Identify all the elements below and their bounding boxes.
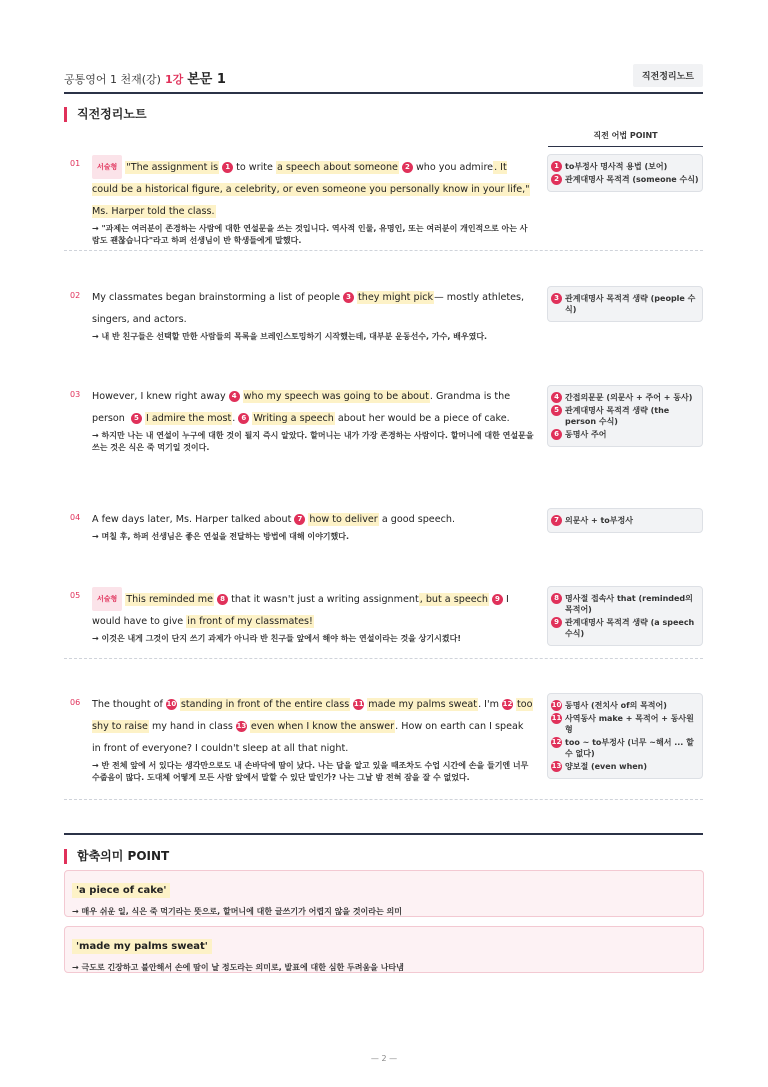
- sentence-item-04: [64, 509, 534, 543]
- sentence-segment: even when I know the answer: [250, 721, 395, 732]
- implication-card-2: [64, 926, 704, 973]
- point-marker-2: 2: [402, 162, 413, 173]
- sentence-segment: — mostly athletes, singers, and actors.: [92, 292, 525, 325]
- grammar-point: 13 양보절 (even when): [551, 762, 648, 771]
- sentence-segment: I would have to give: [92, 594, 509, 627]
- point-marker-7: 7: [551, 515, 562, 526]
- sentence-number: 06: [70, 698, 81, 707]
- sentence-segment: who you admire: [415, 162, 494, 173]
- sentence-english: [92, 587, 534, 633]
- sentence-number: 03: [70, 390, 81, 399]
- sentence-segment: Writing a speech: [253, 413, 334, 424]
- grammar-point: 12 too ~ to부정사 (너무 ~해서 ... 할 수 없다): [551, 738, 694, 758]
- sentence-segment: . Grandma is the person: [92, 391, 511, 424]
- point-marker-1: 1: [551, 161, 562, 172]
- lesson-label: 1강: [164, 73, 184, 86]
- sentence-number: 04: [70, 513, 81, 522]
- point-marker-9: 9: [551, 617, 562, 628]
- sentence-segment: made my palms sweat: [368, 699, 478, 710]
- sentence-item-03: [64, 386, 534, 454]
- grammar-point-box-02: [547, 286, 703, 322]
- implication-phrase: 'made my palms sweat': [72, 939, 212, 954]
- sentence-segment: This reminded me: [126, 594, 214, 605]
- sentence-english: [92, 155, 534, 223]
- divider: [64, 799, 703, 800]
- sentence-segment: I admire the most: [145, 413, 232, 424]
- sentence-item-02: [64, 287, 534, 343]
- page-header: [64, 64, 703, 94]
- point-marker-11: 11: [353, 700, 364, 708]
- sentence-segment: The thought of: [92, 699, 163, 710]
- sentence-number: 05: [70, 591, 81, 600]
- point-marker-6: 6: [551, 429, 562, 440]
- sentence-segment: . I'm: [478, 699, 499, 710]
- implication-phrase: 'a piece of cake': [72, 883, 170, 898]
- grammar-point: 2 관계대명사 목적격 (someone 수식): [551, 174, 699, 185]
- sentence-segment: to write: [236, 162, 273, 173]
- point-marker-3: 3: [551, 293, 562, 304]
- implication-title: 함축의미 POINT: [64, 849, 169, 864]
- point-marker-10: 10: [166, 700, 177, 708]
- grammar-point: 1 to부정사 명사적 용법 (보어): [551, 161, 699, 172]
- implication-card-1: [64, 870, 704, 917]
- point-marker-10: 10: [551, 701, 562, 709]
- point-marker-12: 12: [551, 738, 562, 746]
- sentence-segment: standing in front of the entire class: [180, 699, 350, 710]
- point-marker-4: 4: [229, 391, 240, 402]
- grammar-point-box-06: [547, 693, 703, 779]
- sentence-segment: how to deliver: [309, 514, 378, 525]
- point-marker-2: 2: [551, 174, 562, 185]
- sentence-translation: → "과제는 여러분이 존경하는 사람에 대한 연설문을 쓰는 것입니다. 역사적 인물, 유명인, 또는 여러분이 개인적으로 아는 사람도 괜찮습니다"라고 하퍼 선생님이 반 학생들에게 말했다.: [92, 224, 528, 245]
- sentence-segment: a speech about someone: [277, 162, 398, 173]
- breadcrumb: [64, 68, 226, 87]
- essay-badge: 서술형: [92, 587, 122, 611]
- sentence-item-05: [64, 587, 534, 645]
- sentence-segment: A few days later, Ms. Harper talked about: [92, 514, 292, 525]
- part-label: 본문 1: [187, 72, 226, 87]
- sentence-translation: → 이것은 내게 그것이 단지 쓰기 과제가 아니라 반 친구들 앞에서 해야 하는 연설이라는 것을 상기시켰다!: [92, 634, 461, 643]
- sentence-translation: → 며칠 후, 하퍼 선생님은 좋은 연설을 전달하는 방법에 대해 이야기했다.: [92, 532, 350, 541]
- point-marker-12: 12: [502, 700, 513, 708]
- point-marker-7: 7: [294, 514, 305, 525]
- note-tag: 직전정리노트: [633, 64, 703, 87]
- point-marker-3: 3: [343, 292, 354, 303]
- grammar-point-box-03: [547, 385, 703, 447]
- book-title: 공통영어 1 천재(강): [64, 73, 161, 86]
- section-title: 직전정리노트: [64, 107, 147, 122]
- grammar-point-box-04: [547, 508, 703, 533]
- sentence-item-01: [64, 155, 534, 247]
- implication-explanation: → 매우 쉬운 일, 식은 죽 먹기라는 뜻으로, 할머니에 대한 글쓰기가 어렵지 않을 것이라는 의미: [72, 907, 402, 916]
- grammar-point: 4 간접의문문 (의문사 + 주어 + 동사): [551, 392, 699, 403]
- point-marker-13: 13: [551, 762, 562, 770]
- grammar-point-box-05: [547, 586, 703, 646]
- essay-badge: 서술형: [92, 155, 122, 179]
- point-marker-13: 13: [236, 722, 247, 730]
- sentence-segment: . How on earth can I speak in front of everyone? I couldn't sleep at all that night.: [92, 721, 524, 754]
- sentence-number: 01: [70, 159, 81, 168]
- point-marker-8: 8: [217, 594, 228, 605]
- grammar-point: 3 관계대명사 목적격 생략 (people 수식): [551, 293, 699, 315]
- point-marker-9: 9: [492, 594, 503, 605]
- points-header: 직전 어법 POINT: [548, 130, 703, 147]
- divider: [64, 658, 703, 659]
- sentence-english: [92, 509, 534, 531]
- grammar-point: 6 동명사 주어: [551, 429, 699, 440]
- sentence-segment: in front of my classmates!: [187, 616, 313, 627]
- sentence-translation: → 내 반 친구들은 선택할 만한 사람들의 목록을 브레인스토밍하기 시작했는데, 대부분 운동선수, 가수, 배우였다.: [92, 332, 488, 341]
- sentence-segment: .: [232, 413, 236, 424]
- sentence-segment: they might pick: [358, 292, 434, 303]
- grammar-point: 9 관계대명사 목적격 생략 (a speech 수식): [551, 617, 699, 639]
- point-marker-8: 8: [551, 593, 562, 604]
- sentence-segment: about her would be a piece of cake.: [337, 413, 510, 424]
- point-marker-5: 5: [131, 413, 142, 424]
- grammar-point: 11 사역동사 make + 목적어 + 동사원형: [551, 714, 694, 734]
- grammar-point: 8 명사절 접속사 that (reminded의 목적어): [551, 593, 699, 615]
- sentence-segment: a good speech.: [381, 514, 456, 525]
- point-marker-5: 5: [551, 405, 562, 416]
- grammar-point: 10 동명사 (전치사 of의 목적어): [551, 701, 667, 710]
- sentence-segment: my hand in class: [151, 721, 233, 732]
- sentence-translation: → 반 전체 앞에 서 있다는 생각만으로도 내 손바닥에 땀이 났다. 나는 답을 알고 있을 때조차도 수업 시간에 손을 들기엔 너무 수줍음이 많다. 도대체 어떻게 모든 사람 앞에서 말할 수 있단 말인가? 나는 그날 밤 전혀 잠을 잘 수 없었다.: [92, 761, 529, 782]
- sentence-segment: who my speech was going to be about: [243, 391, 429, 402]
- point-marker-11: 11: [551, 714, 562, 722]
- sentence-segment: "The assignment is: [126, 162, 219, 173]
- divider: [64, 250, 703, 251]
- grammar-point-box-01: [547, 154, 703, 192]
- sentence-segment: that it wasn't just a writing assignment: [231, 594, 419, 605]
- sentence-english: [92, 386, 534, 430]
- sentence-segment: . It could be a historical figure, a celebrity, or even someone you personally know in your life," Ms. Harper told the class.: [92, 162, 530, 217]
- sentence-segment: My classmates began brainstorming a list of people: [92, 292, 341, 303]
- implication-explanation: → 극도로 긴장하고 불안해서 손에 땀이 날 정도라는 의미로, 발표에 대한 심한 두려움을 나타냄: [72, 963, 404, 972]
- point-marker-4: 4: [551, 392, 562, 403]
- sentence-segment: However, I knew right away: [92, 391, 226, 402]
- sentence-number: 02: [70, 291, 81, 300]
- sentence-segment: too shy to raise: [92, 699, 533, 732]
- point-marker-6: 6: [238, 413, 249, 424]
- grammar-point: 5 관계대명사 목적격 생략 (the person 수식): [551, 405, 699, 427]
- section-rule: [64, 833, 703, 835]
- page-number: — 2 —: [370, 1054, 398, 1063]
- grammar-point: 7 의문사 + to부정사: [551, 515, 699, 526]
- sentence-english: [92, 287, 534, 331]
- sentence-item-06: [64, 694, 534, 784]
- sentence-translation: → 하지만 나는 내 연설이 누구에 대한 것이 될지 즉시 알았다. 할머니는 내가 가장 존경하는 사람이다. 할머니에 대한 연설문을 쓰는 것은 식은 죽 먹기일 것이다.: [92, 431, 534, 452]
- sentence-segment: , but a speech: [419, 594, 488, 605]
- sentence-english: [92, 694, 534, 760]
- point-marker-1: 1: [222, 162, 233, 173]
